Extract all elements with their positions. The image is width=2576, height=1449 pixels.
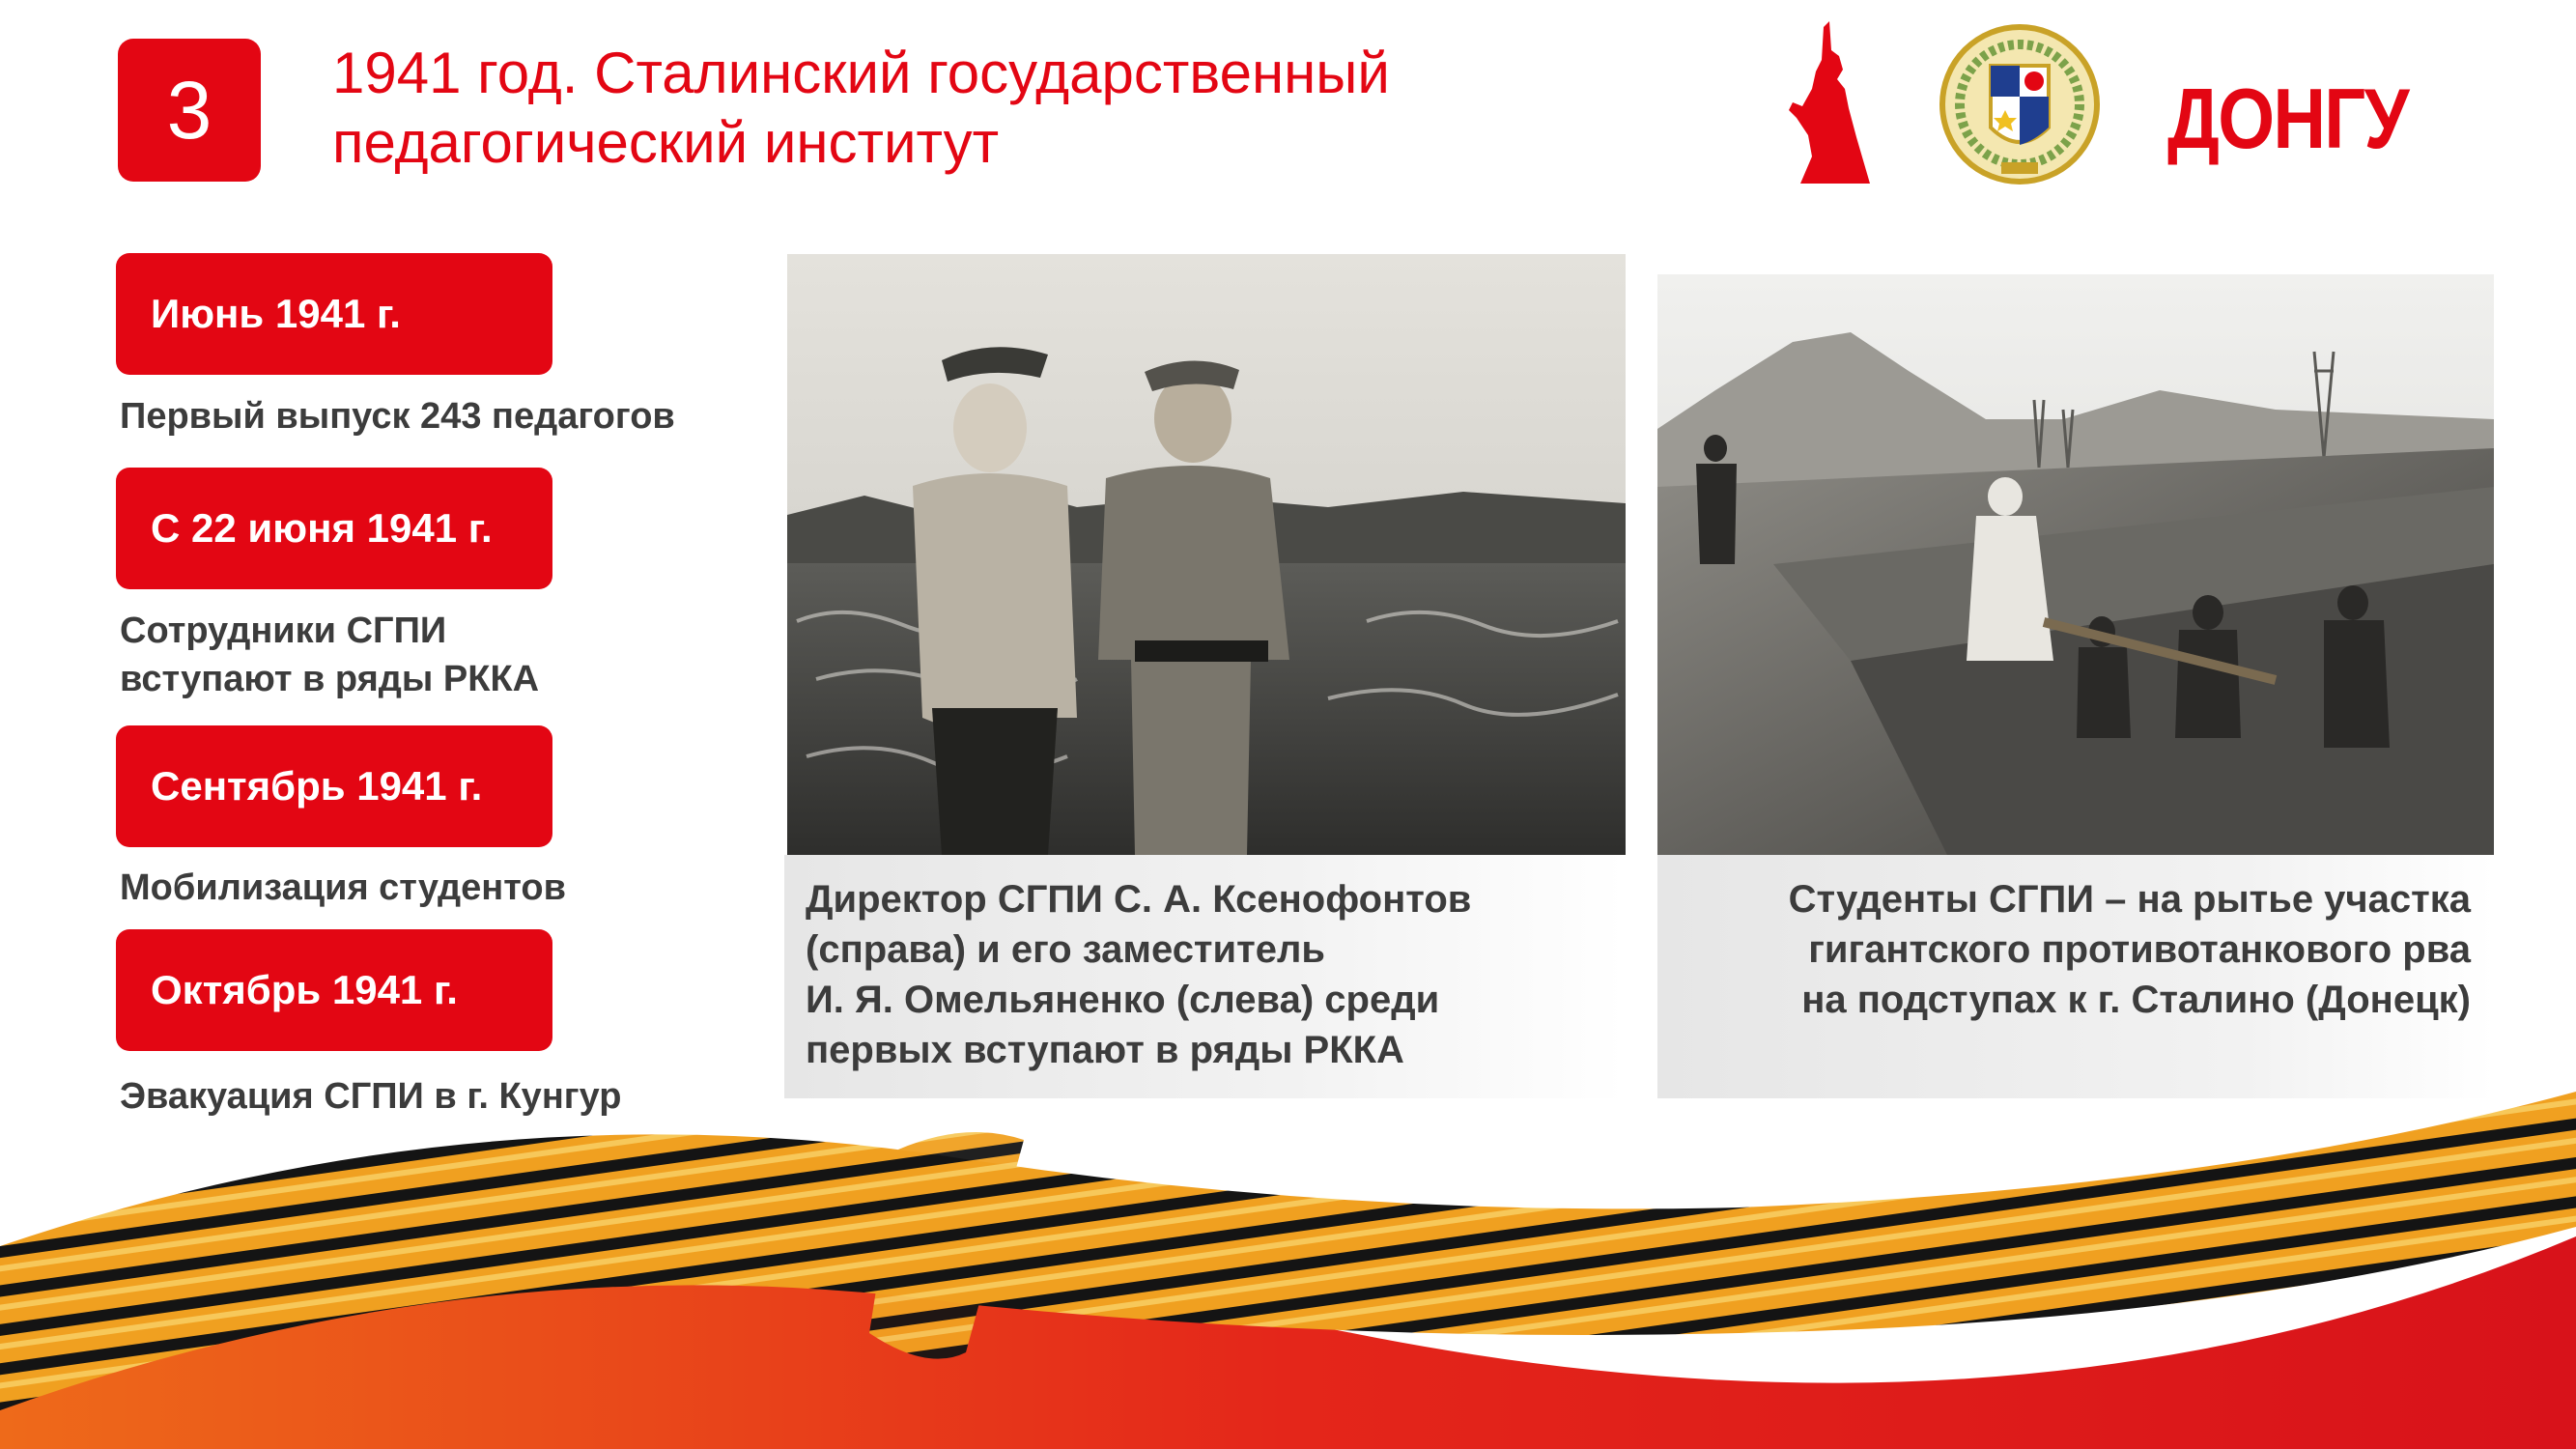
title-line-2: педагогический институт bbox=[332, 110, 1000, 175]
caption-1-line-2: (справа) и его заместитель bbox=[806, 928, 1325, 971]
timeline-date-3: Сентябрь 1941 г. bbox=[116, 725, 552, 847]
motherland-monument-logo bbox=[1787, 21, 1874, 185]
caption-2-line-1: Студенты СГПИ – на рытье участка bbox=[1788, 878, 2471, 921]
caption-2-line-2: гигантского противотанкового рва bbox=[1808, 928, 2471, 971]
st-george-ribbon-decoration bbox=[0, 1043, 2576, 1449]
timeline-date-1: Июнь 1941 г. bbox=[116, 253, 552, 375]
photo-directors-image bbox=[787, 254, 1626, 855]
university-name-logo: ДОНГУ bbox=[2167, 71, 2408, 166]
timeline-desc-1 bbox=[120, 392, 675, 440]
timeline-desc-2 bbox=[120, 607, 539, 703]
timeline-desc-4-line: Эвакуация СГПИ в г. Кунгур bbox=[120, 1076, 622, 1117]
caption-1-line-3: И. Я. Омельяненко (слева) среди bbox=[806, 979, 1440, 1021]
timeline-desc-2-line-1: Сотрудники СГПИ bbox=[120, 611, 447, 651]
photo-directors bbox=[787, 254, 1626, 855]
timeline-desc-2-line-2: вступают в ряды РККА bbox=[120, 659, 540, 699]
title-line-1: 1941 год. Сталинский государственный bbox=[332, 41, 1390, 105]
photo-students-trench bbox=[1657, 274, 2494, 855]
timeline-desc-3-line: Мобилизация студентов bbox=[120, 867, 566, 908]
caption-1-line-1: Директор СГПИ С. А. Ксенофонтов bbox=[806, 878, 1472, 921]
logo-group bbox=[1787, 21, 2424, 195]
timeline-desc-1-line: Первый выпуск 243 педагогов bbox=[120, 396, 675, 437]
page-title bbox=[332, 39, 1588, 178]
photo-students-image bbox=[1657, 274, 2494, 855]
university-emblem bbox=[1938, 21, 2102, 187]
caption-1-line-4: первых вступают в ряды РККА bbox=[806, 1029, 1404, 1071]
timeline-date-4: Октябрь 1941 г. bbox=[116, 929, 552, 1051]
timeline-desc-3 bbox=[120, 864, 566, 912]
caption-2-line-3: на подступах к г. Сталино (Донецк) bbox=[1801, 979, 2471, 1021]
timeline-date-2: С 22 июня 1941 г. bbox=[116, 468, 552, 589]
slide-number-badge: 3 bbox=[118, 39, 261, 182]
